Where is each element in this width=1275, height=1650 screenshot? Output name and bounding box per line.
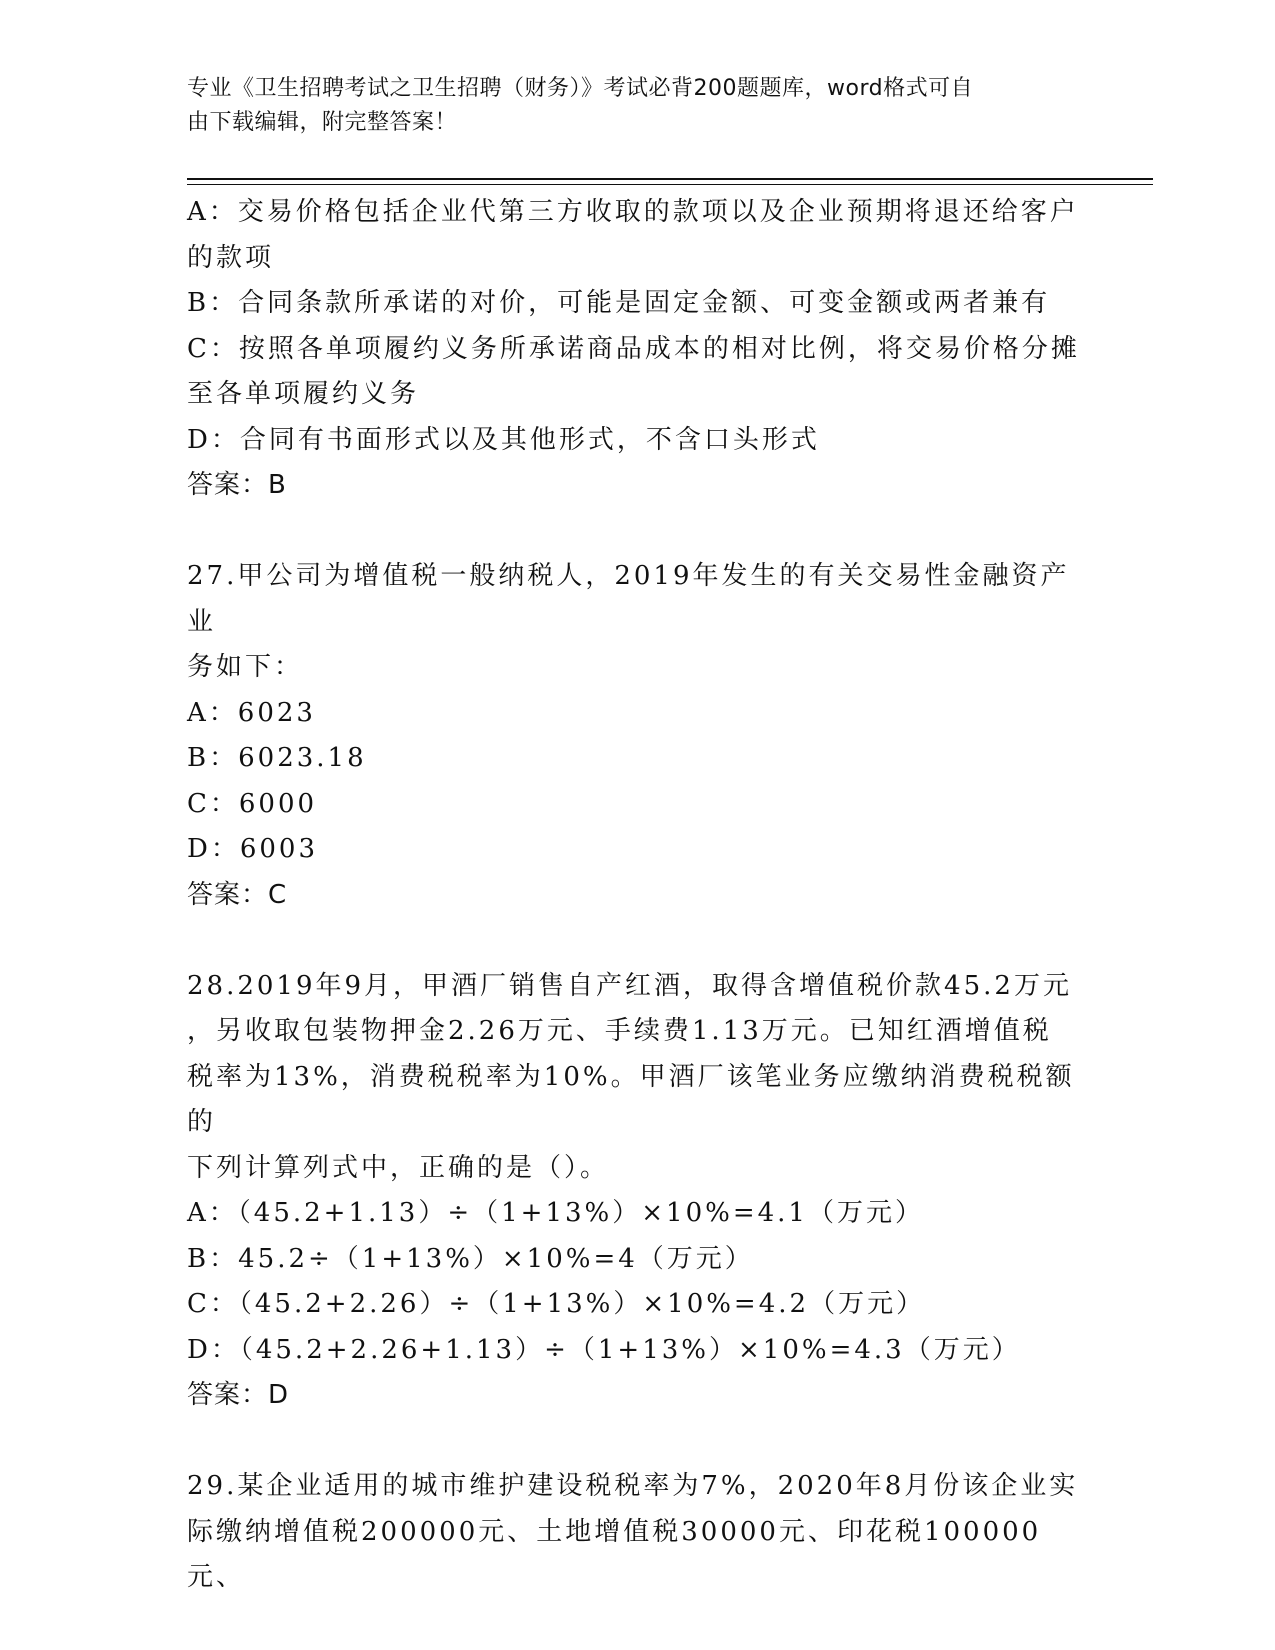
question-27	[187, 554, 1087, 918]
q28-option-c: C：（45.2+2.26）÷（1+13%）×10%=4.2（万元）	[187, 1289, 926, 1319]
document-header	[187, 72, 1067, 140]
q28-stem-line-4: 下列计算列式中，正确的是（）。	[187, 1152, 610, 1183]
q28-option-a: A：（45.2+1.13）÷（1+13%）×10%=4.1（万元）	[187, 1198, 924, 1228]
q26-option-b: B：合同条款所承诺的对价，可能是固定金额、可变金额或两者兼有	[187, 288, 1051, 318]
q28-stem-line-1: 28.2019年9月，甲酒厂销售自产红酒，取得含增值税价款45.2万元	[187, 970, 1072, 1001]
document-body	[187, 190, 1087, 1601]
q27-stem-line-1: 27.甲公司为增值税一般纳税人，2019年发生的有关交易性金融资产业	[187, 561, 1070, 637]
spacer	[187, 918, 1087, 964]
q28-option-d: D：（45.2+2.26+1.13）÷（1+13%）×10%=4.3（万元）	[187, 1334, 1021, 1365]
question-29	[187, 1464, 1087, 1601]
q27-option-d: D：6003	[187, 834, 319, 864]
header-line-1: 专业《卫生招聘考试之卫生招聘（财务）》考试必背200题题库，word格式可自	[187, 76, 974, 101]
q26-option-c-line-1: C：按照各单项履约义务所承诺商品成本的相对比例，将交易价格分摊	[187, 333, 1080, 364]
question-28	[187, 964, 1087, 1419]
question-26	[187, 190, 1087, 509]
q27-option-a: A：6023	[187, 697, 316, 728]
q29-stem-line-1: 29.某企业适用的城市维护建设税税率为7%，2020年8月份该企业实	[187, 1471, 1079, 1501]
q27-answer: 答案：C	[187, 879, 288, 910]
header-line-2: 由下载编辑，附完整答案！	[187, 110, 458, 135]
q28-option-b: B：45.2÷（1+13%）×10%=4（万元）	[187, 1243, 754, 1274]
q26-option-c-line-2: 至各单项履约义务	[187, 379, 420, 409]
spacer	[187, 1419, 1087, 1465]
q26-option-a-line-2: 的款项	[187, 242, 275, 273]
header-divider-thick	[187, 178, 1153, 180]
q27-stem-line-2: 务如下：	[187, 652, 304, 682]
spacer	[187, 509, 1087, 555]
q27-option-b: B：6023.18	[187, 743, 367, 773]
q28-answer: 答案：D	[187, 1380, 290, 1410]
q29-stem-line-2: 际缴纳增值税200000元、土地增值税30000元、印花税100000元、	[187, 1516, 1042, 1592]
q26-option-a-line-1: A：交易价格包括企业代第三方收取的款项以及企业预期将退还给客户	[187, 197, 1079, 227]
header-divider-thin	[187, 184, 1153, 185]
q27-option-c: C：6000	[187, 788, 318, 819]
q26-option-d: D：合同有书面形式以及其他形式，不含口头形式	[187, 424, 820, 455]
q28-stem-line-2: ，另收取包装物押金2.26万元、手续费1.13万元。已知红酒增值税	[187, 1016, 1052, 1046]
q28-stem-line-3: 税率为13%，消费税税率为10%。甲酒厂该笔业务应缴纳消费税税额的	[187, 1061, 1075, 1137]
q26-answer: 答案：B	[187, 470, 287, 500]
